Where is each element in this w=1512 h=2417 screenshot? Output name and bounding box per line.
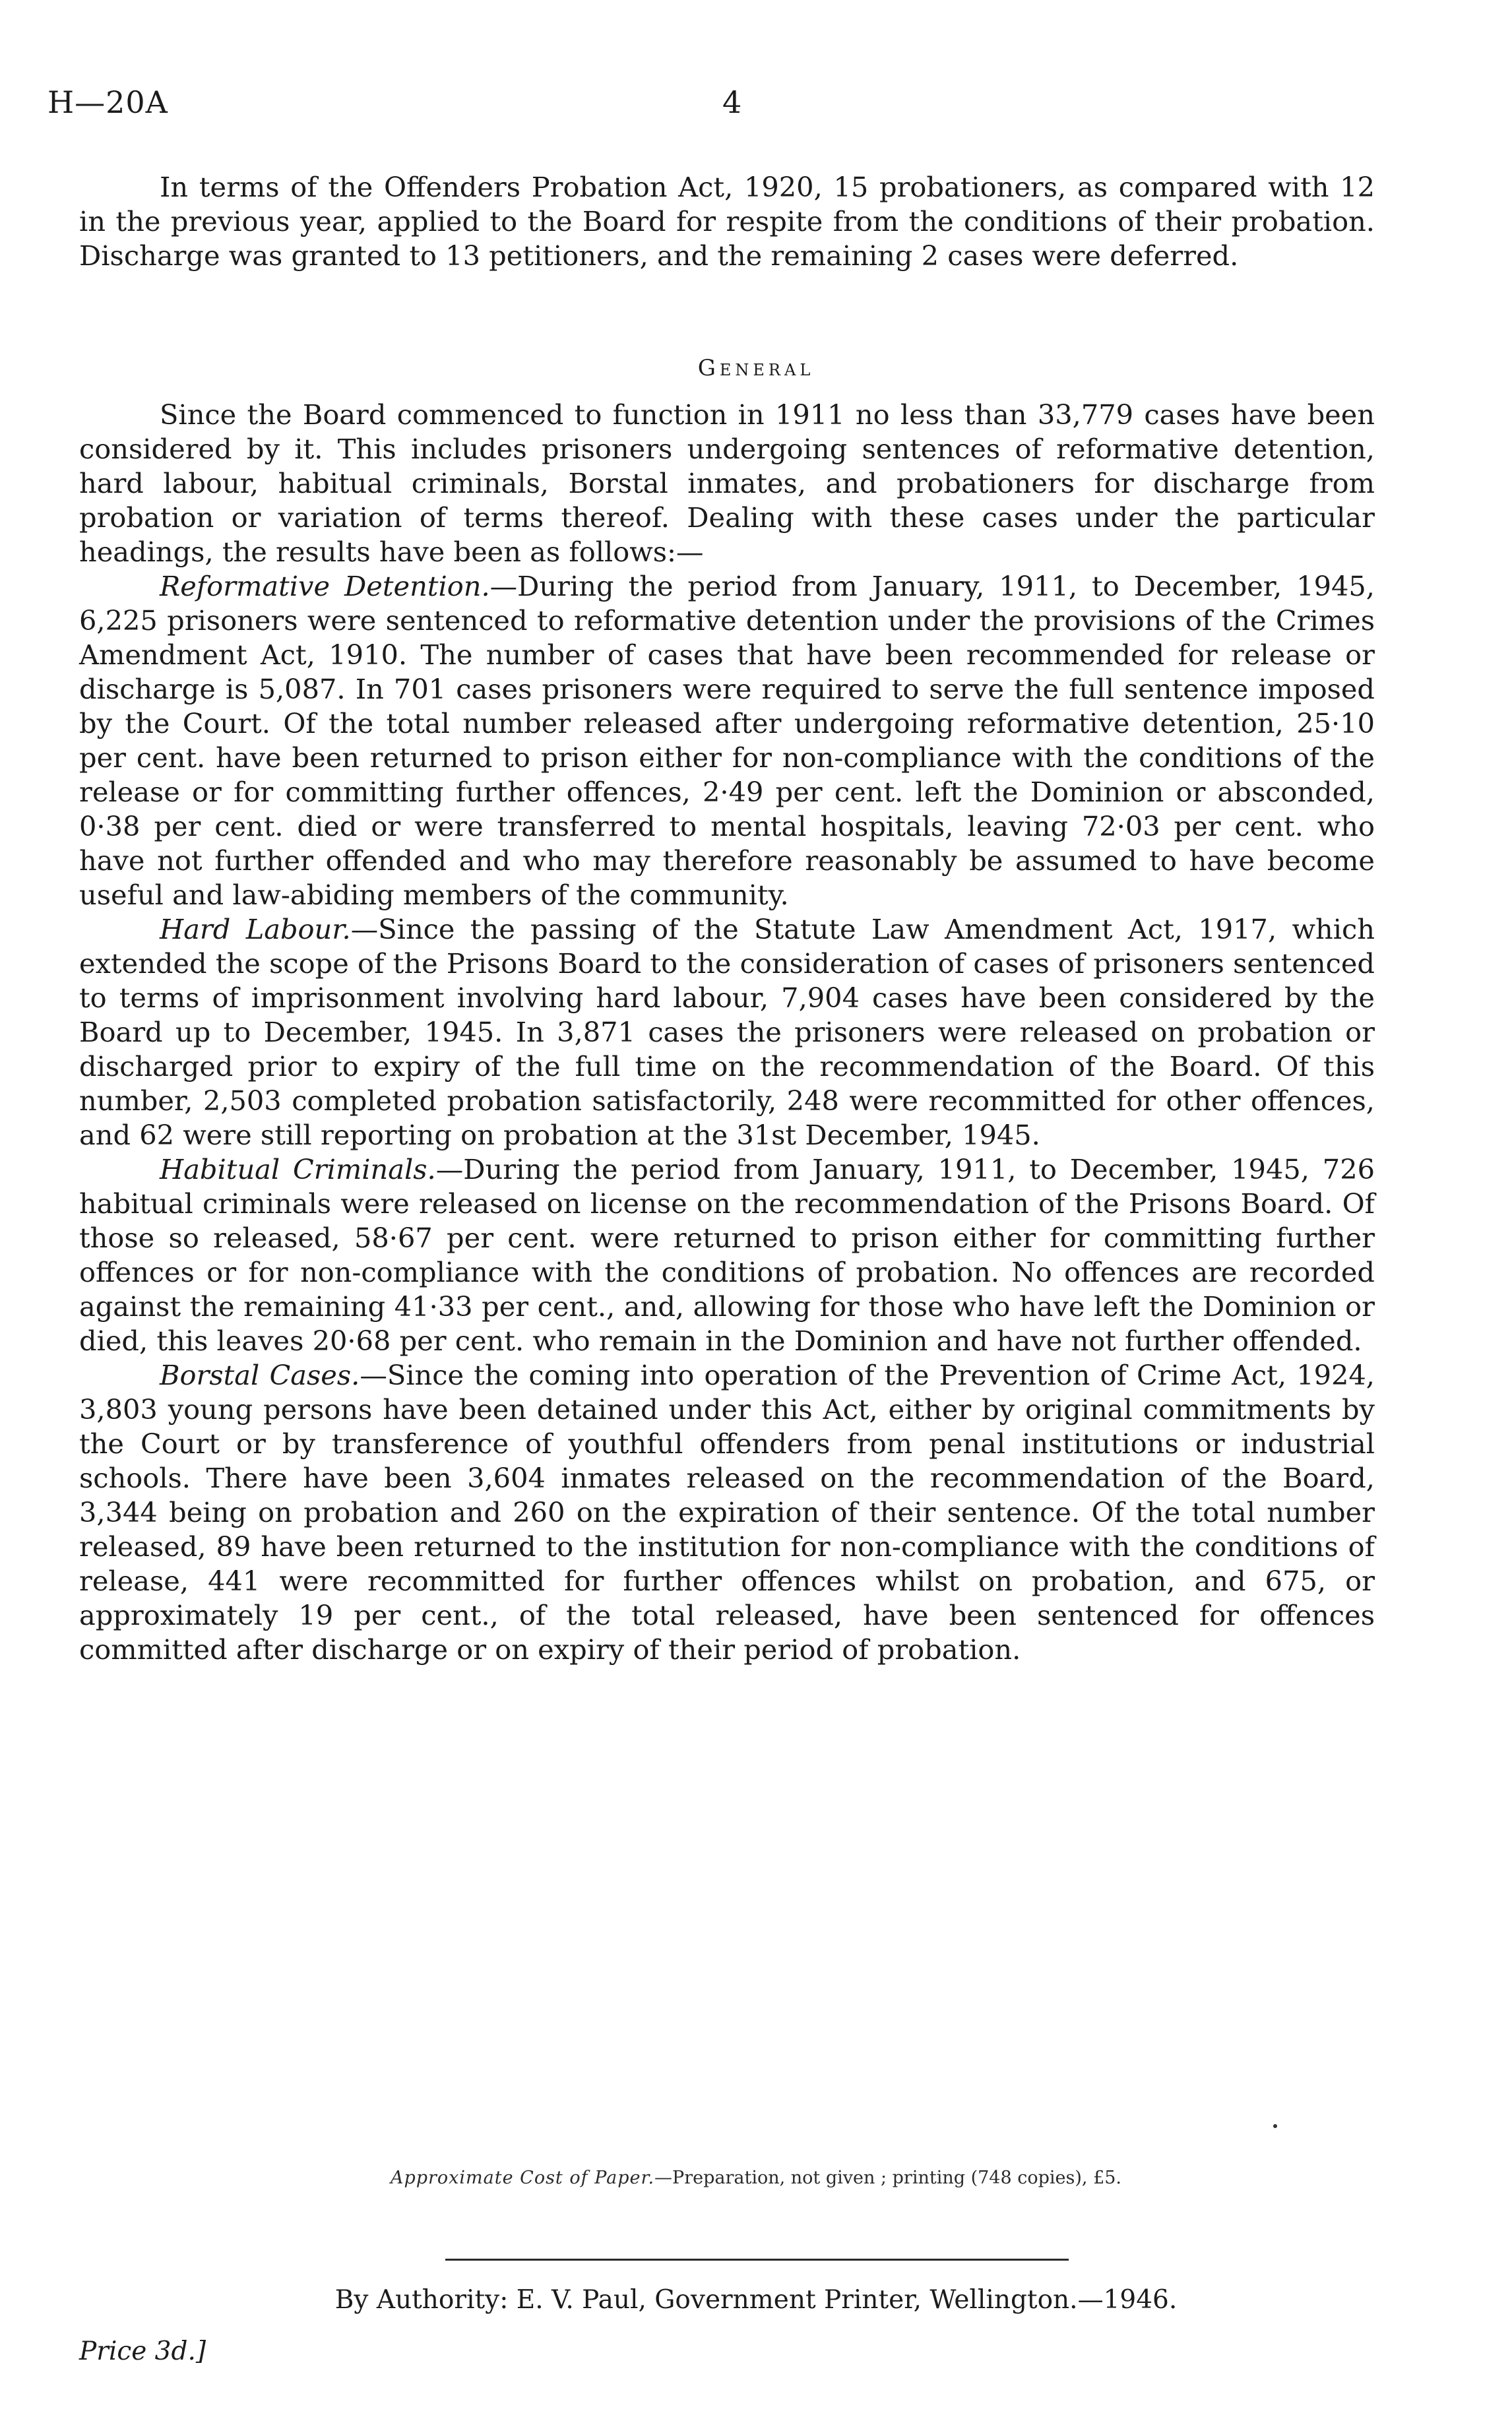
printer-authority: By Authority: E. V. Paul, Government Printer, Wellington.—1946. (334, 2285, 1178, 2315)
reformative-detention-title: Reformative Detention. (160, 570, 490, 602)
borstal-cases-title: Borstal Cases. (160, 1359, 360, 1391)
price-label: Price 3d.] (79, 2337, 206, 2366)
document-reference: H—20A (47, 84, 168, 120)
borstal-cases-text: —Since the coming into operation of the Prevention of Crime Act, 1924, 3,803 young persons have been detained under this Act, either by original commitments by the Court or by transference of youthful offenders from penal institutions or industrial schools. There have been 3,604 inmates released on the recommendation of the Board, 3,344 being on probation and 260 on the expiration of their sentence. Of the total number released, 89 have been returned to the institution for non-compliance with the conditions of release, 441 were recommitted for further offences whilst on probation, and 675, or approximately 19 per cent., of the total released, have been sentenced for offences committed after discharge or on expiry of their period of probation. (79, 1359, 1375, 1666)
reformative-detention-text: —During the period from January, 1911, to December, 1945, 6,225 prisoners were sentenced to reformative detention under the provisions of the Crimes Amendment Act, 1910. The number of cases that have been recommended for release or discharge is 5,087. In 701 cases prisoners were required to serve the full sentence imposed by the Court. Of the total number released after undergoing reformative detention, 25·10 per cent. have been returned to prison either for non-compliance with the conditions of the release or for committing further offences, 2·49 per cent. left the Dominion or absconded, 0·38 per cent. died or were transferred to mental hospitals, leaving 72·03 per cent. who have not further offended and who may therefore reasonably be assumed to have become useful and law-abiding members of the community. (79, 570, 1375, 911)
intro-paragraph (79, 170, 1375, 273)
general-heading: General (697, 355, 815, 381)
general-section (79, 398, 1375, 1667)
borstal-cases-paragraph (79, 1358, 1375, 1667)
habitual-criminals-text: —During the period from January, 1911, to December, 1945, 726 habitual criminals were released on license on the recommendation of the Prisons Board. Of those so released, 58·67 per cent. were returned to prison either for committing further offences or for non-compliance with the conditions of probation. No offences are recorded against the remaining 41·33 per cent., and, allowing for those who have left the Dominion or died, this leaves 20·68 per cent. who remain in the Dominion and have not further offended. (79, 1153, 1375, 1357)
hard-labour-paragraph (79, 912, 1375, 1152)
reformative-detention-paragraph (79, 569, 1375, 912)
habitual-criminals-title: Habitual Criminals. (160, 1153, 436, 1185)
stray-mark (1273, 2124, 1277, 2128)
general-paragraph: Since the Board commenced to function in 1911 no less than 33,779 cases have been considered by it. This includes prisoners undergoing sentences of reformative detention, hard labour, habitual criminals, Borstal inmates, and probationers for discharge from probation or variation of terms thereof. Dealing with these cases under the particular headings, the results have been as follows:— (79, 398, 1375, 568)
intro-text: In terms of the Offenders Probation Act, 1920, 15 probationers, as compared with 12 in the previous year, applied to the Board for respite from the conditions of their probation. Discharge was granted to 13 petitioners, and the remaining 2 cases were deferred. (79, 171, 1375, 272)
hard-labour-text: —Since the passing of the Statute Law Amendment Act, 1917, which extended the scope of the Prisons Board to the consideration of cases of prisoners sentenced to terms of imprisonment involving hard labour, 7,904 cases have been considered by the Board up to December, 1945. In 3,871 cases the prisoners were released on probation or discharged prior to expiry of the full time on the recommendation of the Board. Of this number, 2,503 completed probation satisfactorily, 248 were recommitted for other offences, and 62 were still reporting on probation at the 31st December, 1945. (79, 913, 1375, 1151)
hard-labour-title: Hard Labour. (160, 913, 351, 945)
cost-of-paper-note (0, 2168, 1512, 2188)
page-number: 4 (722, 84, 742, 120)
cost-label: Approximate Cost of Paper. (390, 2168, 655, 2188)
cost-text: —Preparation, not given ; printing (748 copies), £5. (654, 2168, 1122, 2188)
footer-divider (445, 2259, 1069, 2261)
habitual-criminals-paragraph (79, 1152, 1375, 1358)
